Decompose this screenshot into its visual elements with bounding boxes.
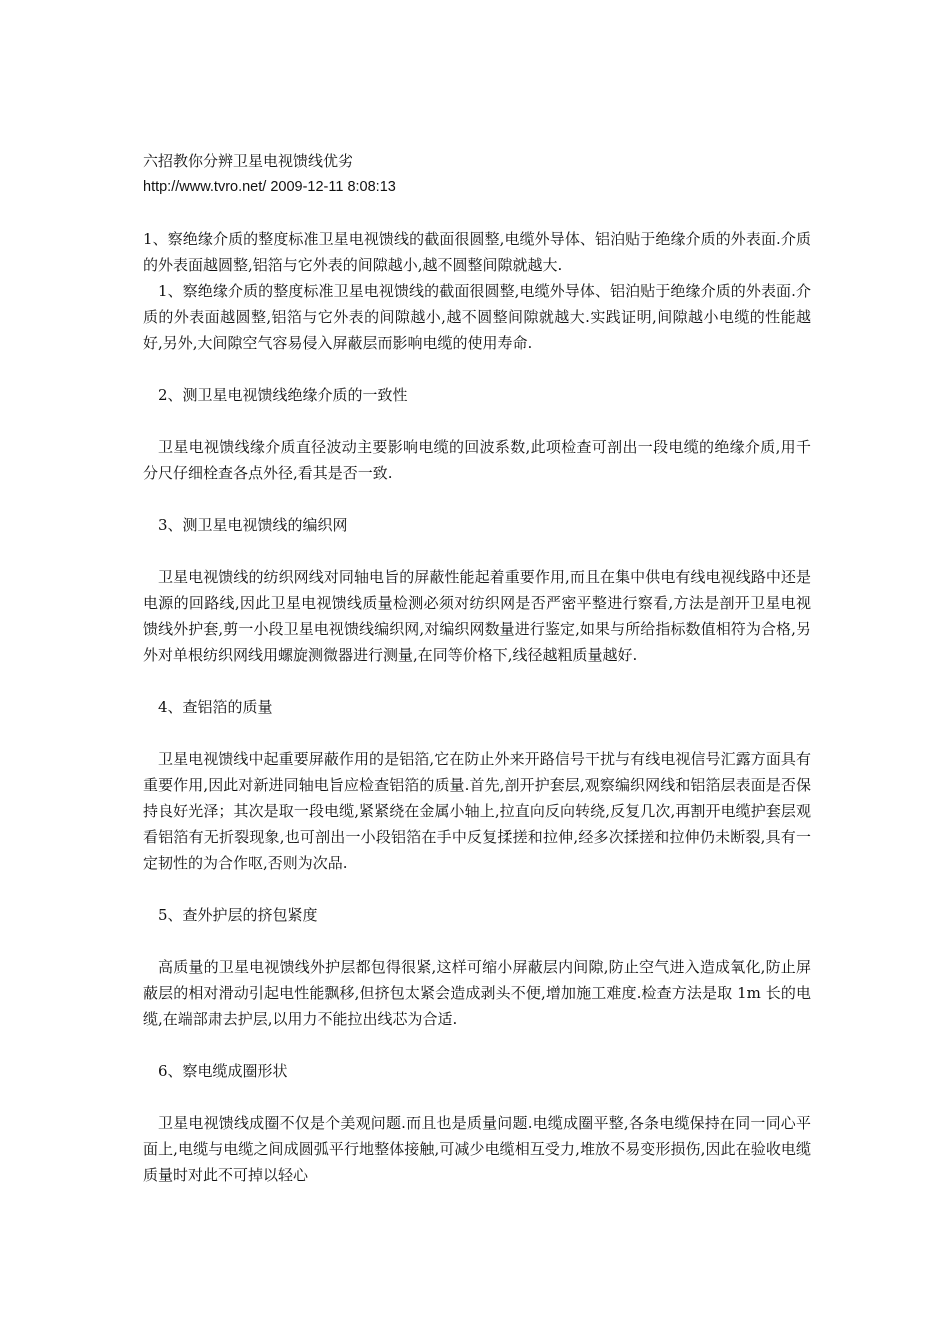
spacer bbox=[143, 408, 811, 434]
article-source: http://www.tvro.net/ 2009-12-11 8:08:13 bbox=[143, 179, 396, 195]
document-body bbox=[143, 148, 811, 1188]
spacer bbox=[143, 1084, 811, 1110]
spacer bbox=[143, 486, 811, 512]
section-6-heading: 6、察电缆成圈形状 bbox=[158, 1062, 288, 1080]
section-6-body: 卫星电视馈线成圈不仅是个美观问题.而且也是质量问题.电缆成圈平整,各条电缆保持在同一同心平面上,电缆与电缆之间成圆弧平行地整体接触,可减少电缆相互受力,堆放不易变形损伤,因此在验收电缆质量时对此不可掉以轻心 bbox=[143, 1114, 811, 1184]
intro-paragraph: 1、察绝缘介质的整度标准卫星电视馈线的截面很圆整,电缆外导体、铝泊贴于绝缘介质的外表面.介质的外表面越圆整,铝箔与它外表的间隙越小,越不圆整间隙就越大. bbox=[143, 230, 811, 274]
spacer bbox=[143, 1032, 811, 1058]
section-4-body: 卫星电视馈线中起重要屏蔽作用的是铝箔,它在防止外来开路信号干扰与有线电视信号汇露方面具有重要作用,因此对新进同轴电旨应检查铝箔的质量.首先,剖开护套层,观察编织网线和铝箔层表面是否保持良好光泽；其次是取一段电缆,紧紧绕在金属小轴上,拉直向反向转绕,反复几次,再割开电缆护套层观看铝箔有无折裂现象,也可剖出一小段铝箔在手中反复揉搓和拉伸,经多次揉搓和拉伸仍未断裂,具有一定韧性的为合作呕,否则为次品. bbox=[143, 750, 811, 872]
spacer bbox=[143, 876, 811, 902]
spacer bbox=[143, 668, 811, 694]
spacer bbox=[143, 200, 811, 226]
section-1-body: 1、察绝缘介质的整度标准卫星电视馈线的截面很圆整,电缆外导体、铝泊贴于绝缘介质的外表面.介质的外表面越圆整,铝箔与它外表的间隙越小,越不圆整间隙就越大.实践证明,间隙越小电缆的性能越好,另外,大间隙空气容易侵入屏蔽层而影响电缆的使用寿命. bbox=[143, 282, 811, 352]
section-5-body: 高质量的卫星电视馈线外护层都包得很紧,这样可缩小屏蔽层内间隙,防止空气进入造成氧化,防止屏蔽层的相对滑动引起电性能飘移,但挤包太紧会造成剥头不便,增加施工难度.检查方法是取 1m 长的电缆,在端部肃去护层,以用力不能拉出线芯为合适. bbox=[143, 958, 811, 1028]
spacer bbox=[143, 356, 811, 382]
section-3-body: 卫星电视馈线的纺织网线对同轴电旨的屏蔽性能起着重要作用,而且在集中供电有线电视线路中还是电源的回路线,因此卫星电视馈线质量检测必须对纺织网是否严密平整进行察看,方法是剖开卫星电视馈线外护套,剪一小段卫星电视馈线编织网,对编织网数量进行鉴定,如果与所给指标数值相符为合格,另外对单根纺织网线用螺旋测微器进行测量,在同等价格下,线径越粗质量越好. bbox=[143, 568, 811, 664]
spacer bbox=[143, 720, 811, 746]
section-2-body: 卫星电视馈线缘介质直径波动主要影响电缆的回波系数,此项检查可剖出一段电缆的绝缘介质,用千分尺仔细栓查各点外径,看其是否一致. bbox=[143, 438, 811, 482]
section-2-heading: 2、测卫星电视馈线绝缘介质的一致性 bbox=[158, 386, 408, 404]
section-5-heading: 5、查外护层的挤包紧度 bbox=[158, 906, 318, 924]
article-title: 六招教你分辨卫星电视馈线优劣 bbox=[143, 152, 354, 170]
spacer bbox=[143, 538, 811, 564]
section-4-heading: 4、查铝箔的质量 bbox=[158, 698, 273, 716]
section-3-heading: 3、测卫星电视馈线的编织网 bbox=[158, 516, 348, 534]
spacer bbox=[143, 928, 811, 954]
